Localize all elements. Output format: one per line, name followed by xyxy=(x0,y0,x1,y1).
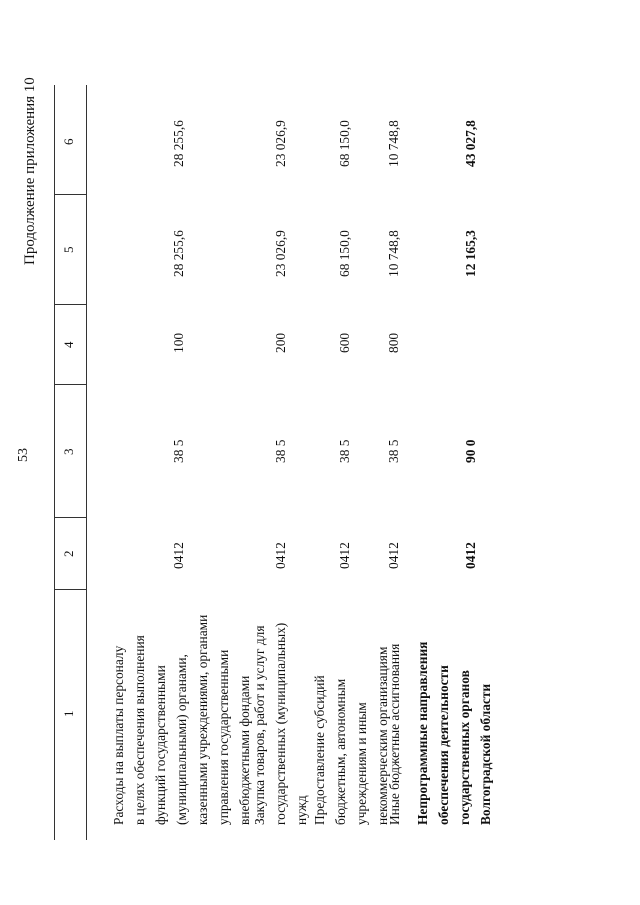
header-bottom-rule xyxy=(86,85,87,840)
target-item: 38 5 xyxy=(171,439,186,463)
header-col-1: 1 xyxy=(61,710,76,717)
amount-col-5: 68 150,0 xyxy=(337,230,352,277)
section-code: 0412 xyxy=(171,542,186,569)
section-code: 0412 xyxy=(273,542,288,569)
col-divider-4 xyxy=(54,304,87,305)
section-code: 0412 xyxy=(386,542,401,569)
target-item: 38 5 xyxy=(337,439,352,463)
amount-col-5: 12 165,3 xyxy=(463,230,478,277)
expense-type: 100 xyxy=(171,332,186,353)
amount-col-6: 68 150,0 xyxy=(337,120,352,167)
col-divider-5 xyxy=(54,194,87,195)
target-item: 38 5 xyxy=(273,439,288,463)
header-col-5: 5 xyxy=(61,246,76,253)
expense-type: 800 xyxy=(386,332,401,353)
page-number: 53 xyxy=(16,448,31,462)
col-divider-3 xyxy=(54,384,87,385)
col-divider-2 xyxy=(54,517,87,518)
row-description: Закупка товаров, работ и услуг для государственных (муниципальных) нужд xyxy=(252,622,309,825)
row-description: Расходы на выплаты персоналу в целях обеспечения выполнения функций государственными (муниципальными) органами, казенными учреждениями, органами управления государственными внебюджетными фондами xyxy=(111,614,252,825)
header-col-4: 4 xyxy=(61,341,76,348)
header-col-2: 2 xyxy=(61,550,76,557)
amount-col-6: 23 026,9 xyxy=(273,120,288,167)
table-top-rule xyxy=(54,85,55,840)
target-item: 90 0 xyxy=(463,439,478,463)
amount-col-5: 10 748,8 xyxy=(386,230,401,277)
amount-col-5: 28 255,6 xyxy=(171,230,186,277)
target-item: 38 5 xyxy=(386,439,401,463)
expense-type: 200 xyxy=(273,332,288,353)
col-divider-1 xyxy=(54,589,87,590)
amount-col-6: 28 255,6 xyxy=(171,120,186,167)
amount-col-6: 43 027,8 xyxy=(463,120,478,167)
row-description: Предоставление субсидий бюджетным, автономным учреждениям и иным некоммерческим организациям xyxy=(312,646,390,825)
expense-type: 600 xyxy=(337,332,352,353)
row-description: Непрограммные направления обеспечения деятельности государственных органов Волгоградской области xyxy=(415,641,493,825)
amount-col-6: 10 748,8 xyxy=(386,120,401,167)
row-description: Иные бюджетные ассигнования xyxy=(387,643,402,825)
header-col-6: 6 xyxy=(61,138,76,145)
header-col-3: 3 xyxy=(61,448,76,455)
appendix-continuation: Продолжение приложения 10 xyxy=(22,77,38,265)
amount-col-5: 23 026,9 xyxy=(273,230,288,277)
section-code: 0412 xyxy=(463,542,478,569)
section-code: 0412 xyxy=(337,542,352,569)
